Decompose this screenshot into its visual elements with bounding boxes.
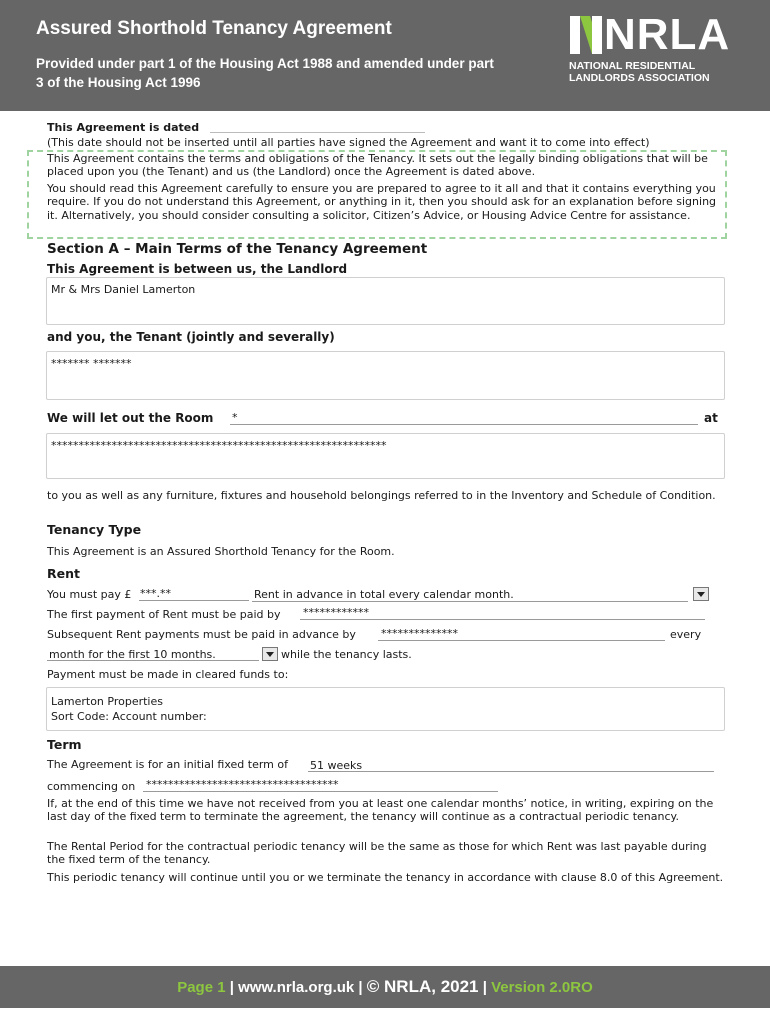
payment-period-dropdown[interactable] [262, 647, 278, 661]
term-paragraph-1: If, at the end of this time we have not received from you at least one calendar months’ notice, in writing, expiring on the last day of the fixed term to terminate the agreement, the tenancy will continue as a contractual periodic tenancy. [47, 797, 714, 824]
landlord-value: Mr & Mrs Daniel Lamerton [51, 283, 196, 296]
rent-amount-value: ***.** [140, 587, 171, 600]
property-address-field[interactable] [46, 433, 725, 479]
rent-frequency-value: Rent in advance in total every calendar month. [254, 588, 514, 601]
payee-name: Lamerton Properties [51, 695, 163, 708]
logo-wordmark: NRLA [604, 10, 731, 59]
footer-version: Version 2.0RO [491, 979, 593, 996]
rent-amount-label: You must pay £ [47, 588, 132, 601]
footer-text [177, 979, 593, 996]
room-label: We will let out the Room [47, 411, 214, 425]
subsequent-payment-field[interactable] [378, 640, 665, 641]
rent-frequency-dropdown[interactable] [693, 587, 709, 601]
logo-subtitle [569, 60, 710, 84]
first-payment-field[interactable] [300, 619, 705, 620]
property-address-value: ************************************************************* [51, 439, 387, 452]
tenant-field[interactable] [46, 351, 725, 400]
payee-bank-details: Sort Code: Account number: [51, 710, 207, 723]
document-title: Assured Shorthold Tenancy Agreement [36, 18, 392, 39]
room-value: * [232, 411, 238, 424]
payee-details-field[interactable] [46, 687, 725, 731]
term-heading: Term [47, 737, 82, 752]
chevron-down-icon [266, 652, 274, 657]
rent-frequency-select[interactable] [252, 601, 688, 602]
term-paragraph-3: This periodic tenancy will continue until you or we terminate the tenancy in accordance with clause 8.0 of this Agreement. [47, 871, 724, 884]
footer-copyright: © NRLA, 2021 [366, 977, 479, 996]
while-tenancy-label: while the tenancy lasts. [281, 648, 412, 661]
logo-subtitle-line2: LANDLORDS ASSOCIATION [569, 72, 710, 84]
furniture-text: to you as well as any furniture, fixtures and household belongings referred to in the Inventory and Schedule of Condition. [47, 489, 716, 502]
footer-page-number: Page 1 [177, 979, 226, 996]
tenancy-type-text: This Agreement is an Assured Shorthold Tenancy for the Room. [47, 545, 395, 558]
document-header [0, 0, 770, 111]
commencing-date-field[interactable] [143, 791, 498, 792]
rent-amount-field[interactable] [139, 600, 249, 601]
every-label: every [670, 628, 702, 641]
footer-website: | www.nrla.org.uk | [229, 979, 363, 996]
nrla-n-mark-icon [568, 16, 604, 54]
footer-separator: | [482, 979, 487, 996]
nrla-logo [568, 10, 738, 86]
subsequent-payment-label: Subsequent Rent payments must be paid in advance by [47, 628, 356, 641]
agreement-dated-note: (This date should not be inserted until all parties have signed the Agreement and want it to come into effect) [47, 136, 650, 149]
payment-period-value: month for the first 10 months. [49, 648, 216, 661]
agreement-dated-label: This Agreement is dated [47, 121, 200, 134]
notice-paragraph-2: You should read this Agreement carefully to ensure you are prepared to agree to it all and that it contains everything you require. If you do not understand this Agreement, or anything in it, then you should ask for an explanation before signing it. Alternatively, you should consider consulting a solicitor, Citizen’s Advice, or Housing Advice Centre for assistance. [47, 182, 717, 222]
commencing-label: commencing on [47, 780, 136, 793]
initial-term-label: The Agreement is for an initial fixed term of [47, 758, 288, 771]
tenancy-type-heading: Tenancy Type [47, 522, 142, 537]
room-at-label: at [704, 411, 718, 425]
cleared-funds-label: Payment must be made in cleared funds to: [47, 668, 289, 681]
landlord-field[interactable] [46, 277, 725, 325]
subsequent-payment-value: ************** [381, 627, 458, 640]
term-paragraph-2: The Rental Period for the contractual periodic tenancy will be the same as those for which Rent was last payable during the fixed term of the tenancy. [47, 840, 707, 867]
initial-term-value: 51 weeks [310, 759, 363, 772]
initial-term-field[interactable] [308, 771, 714, 772]
rent-heading: Rent [47, 566, 80, 581]
first-payment-value: ************ [303, 606, 369, 619]
landlord-label: This Agreement is between us, the Landlord [47, 262, 348, 276]
commencing-date-value: *********************************** [146, 778, 339, 791]
tenant-value: ******* ******* [51, 357, 132, 370]
first-payment-label: The first payment of Rent must be paid by [47, 608, 281, 621]
page-footer [0, 966, 770, 1008]
logo-subtitle-line1: NATIONAL RESIDENTIAL [569, 60, 696, 72]
chevron-down-icon [697, 592, 705, 597]
room-field[interactable] [230, 424, 698, 425]
tenant-label: and you, the Tenant (jointly and severally) [47, 330, 335, 344]
section-a-title: Section A – Main Terms of the Tenancy Agreement [47, 241, 428, 257]
document-subtitle: Provided under part 1 of the Housing Act 1988 and amended under part 3 of the Housing Act 1996 [36, 56, 494, 90]
agreement-date-field[interactable] [210, 132, 425, 133]
notice-paragraph-1: This Agreement contains the terms and obligations of the Tenancy. It sets out the legally binding obligations that will be placed upon you (the Tenant) and us (the Landlord) once the Agreement is dated above. [47, 152, 708, 179]
